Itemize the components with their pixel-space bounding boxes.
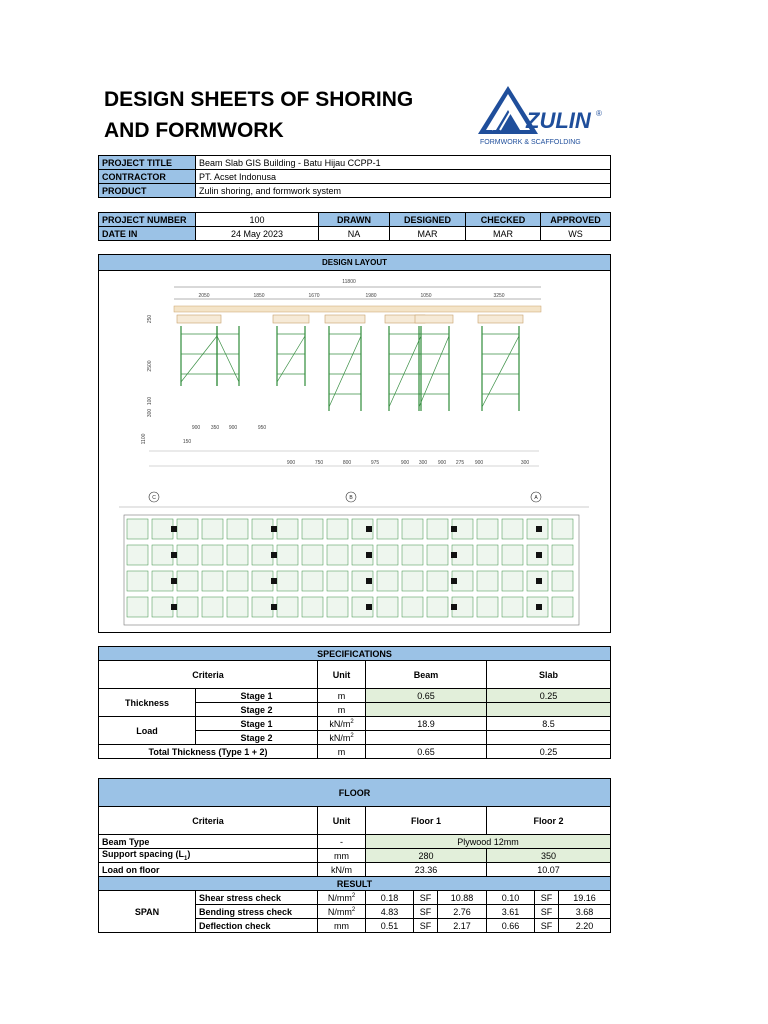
load-on-floor-unit: kN/m [318, 863, 366, 877]
beam-type-row [99, 835, 611, 849]
thickness-stage2-slab [487, 703, 611, 717]
project-title-row [99, 156, 611, 170]
plan-panel [227, 545, 248, 565]
plan-column [271, 552, 277, 558]
plan-panel [552, 519, 573, 539]
specs-slab-header: Slab [487, 661, 611, 689]
plan-panel [202, 597, 223, 617]
load-stage2-label: Stage 2 [196, 731, 318, 745]
plan-panel [552, 571, 573, 591]
plan-column [451, 578, 457, 584]
diagonal-brace [181, 336, 217, 382]
deflection-check-floor2-sf-label: SF [535, 919, 559, 933]
deflection-check-floor1-value: 0.51 [366, 919, 414, 933]
bottom-dimension-label: 275 [455, 460, 465, 466]
plan-panel [327, 597, 348, 617]
zulin-logo [478, 84, 614, 146]
specs-criteria-header: Criteria [99, 661, 318, 689]
bending-check-unit: $N/mm^2$ [318, 905, 366, 919]
bottom-dimension-label: 800 [342, 460, 352, 466]
logo-subtitle: FORMWORK & SCAFFOLDING [480, 139, 581, 146]
plan-column [366, 604, 372, 610]
project-title-value: Beam Slab GIS Building - Batu Hijau CCPP-1 [196, 156, 611, 170]
plan-panel [552, 597, 573, 617]
product-label: PRODUCT [99, 184, 196, 198]
deflection-check-unit: mm [318, 919, 366, 933]
title-line-2: AND FORMWORK [104, 119, 284, 142]
design-layout-panel [98, 254, 611, 633]
top-dimension-label: 1980 [365, 293, 377, 299]
plan-column [451, 526, 457, 532]
top-dimensions [198, 293, 504, 299]
left-dimension-label: 250 [147, 314, 153, 324]
bending-check-floor2-sf-label: SF [535, 905, 559, 919]
plan-panel [377, 597, 398, 617]
left-dimension-label: 2500 [147, 360, 153, 372]
project-meta-table [98, 212, 611, 241]
plan-column [366, 578, 372, 584]
plan-panel [327, 545, 348, 565]
plan-panel [127, 597, 148, 617]
drawn-value: NA [319, 227, 390, 241]
date-in-label: DATE IN [99, 227, 196, 241]
beam-type-unit: - [318, 835, 366, 849]
plan-panel [202, 545, 223, 565]
plan-panel [327, 571, 348, 591]
plan-panel [402, 519, 423, 539]
shear-check-floor2-value: 0.10 [487, 891, 535, 905]
plan-panel [502, 545, 523, 565]
checked-label: CHECKED [466, 213, 541, 227]
drawn-label: DRAWN [319, 213, 390, 227]
diagonal-brace [389, 336, 421, 407]
plan-column [271, 604, 277, 610]
plan-column [536, 552, 542, 558]
plan-panel [327, 519, 348, 539]
beam-header [273, 315, 309, 323]
support-spacing-floor2: 350 [487, 849, 611, 863]
total-thickness-slab: 0.25 [487, 745, 611, 759]
floor-2-header: Floor 2 [487, 807, 611, 835]
specs-column-header [99, 661, 611, 689]
load-on-floor-floor1: 23.36 [366, 863, 487, 877]
plan-panel [427, 597, 448, 617]
plan-panel [377, 519, 398, 539]
plan-panel [402, 571, 423, 591]
beam-header [177, 315, 221, 323]
load-on-floor-floor2: 10.07 [487, 863, 611, 877]
left-dimension-label: 100 [147, 396, 153, 406]
diagonal-brace [419, 336, 449, 407]
plan-panel [152, 571, 173, 591]
plan-panel [177, 545, 198, 565]
plan-panel [377, 571, 398, 591]
plan-panel [127, 545, 148, 565]
plan-panel [127, 519, 148, 539]
plan-view [119, 492, 589, 625]
load-stage2-unit: $kN/m^2$ [318, 731, 366, 745]
bending-check-floor2-sf: 3.68 [559, 905, 611, 919]
date-in-value: 24 May 2023 [196, 227, 319, 241]
floor-unit-header: Unit [318, 807, 366, 835]
plan-panel [502, 519, 523, 539]
plan-panel [427, 545, 448, 565]
plan-panel [202, 519, 223, 539]
plan-panel [252, 545, 273, 565]
shear-check-floor2-sf-label: SF [535, 891, 559, 905]
load-stage1-row [99, 717, 611, 731]
small-dimension-label: 900 [228, 425, 238, 431]
plan-panel [252, 519, 273, 539]
left-dimensions [141, 315, 153, 445]
design-layout-drawing [99, 271, 610, 633]
floor-heading: FLOOR [99, 779, 611, 807]
floor-column-header [99, 807, 611, 835]
specs-beam-header: Beam [366, 661, 487, 689]
thickness-label: Thickness [99, 689, 196, 717]
load-stage2-slab [487, 731, 611, 745]
plan-panel [152, 519, 173, 539]
plan-panel [302, 571, 323, 591]
diagonal-brace [482, 336, 519, 407]
document-title [104, 84, 413, 146]
floor-table [98, 778, 611, 933]
beam-header [478, 315, 523, 323]
beam-header [415, 315, 453, 323]
result-heading: RESULT [99, 877, 611, 891]
support-spacing-label: Support spacing $(L_1)$ [99, 849, 318, 863]
load-slab-value: 8.5 [487, 717, 611, 731]
plan-panel [502, 571, 523, 591]
small-dimension-label: 150 [182, 439, 192, 445]
deflection-check-label: Deflection check [196, 919, 318, 933]
shear-check-row [99, 891, 611, 905]
top-dimension-label: 3250 [493, 293, 505, 299]
beam-header [325, 315, 365, 323]
small-dimensions [183, 425, 267, 445]
total-dimension-text: 11800 [342, 279, 356, 285]
load-stage1-unit: $kN/m^2$ [318, 717, 366, 731]
beam-type-value: Plywood 12mm [366, 835, 611, 849]
load-on-floor-row [99, 863, 611, 877]
total-thickness-label: Total Thickness (Type 1 + 2) [99, 745, 318, 759]
bending-check-floor1-sf-label: SF [414, 905, 438, 919]
plan-column [171, 578, 177, 584]
shear-check-floor1-value: 0.18 [366, 891, 414, 905]
plan-panel [227, 519, 248, 539]
bending-check-label: Bending stress check [196, 905, 318, 919]
shear-check-floor1-sf: 10.88 [438, 891, 487, 905]
deflection-check-floor1-sf: 2.17 [438, 919, 487, 933]
plan-column [366, 552, 372, 558]
project-number-value: 100 [196, 213, 319, 227]
diagonal-brace [329, 336, 361, 407]
deflection-check-floor1-sf-label: SF [414, 919, 438, 933]
checked-value: MAR [466, 227, 541, 241]
plan-panel [127, 571, 148, 591]
slab-outline [174, 306, 541, 312]
small-dimension-label: 350 [210, 425, 220, 431]
plan-panel [152, 545, 173, 565]
plan-panel [477, 545, 498, 565]
project-info-table [98, 155, 611, 198]
plan-panel [252, 571, 273, 591]
logo-registered-mark: ® [596, 109, 602, 118]
contractor-value: PT. Acset Indonusa [196, 170, 611, 184]
plan-column [536, 578, 542, 584]
diagonal-brace [217, 336, 239, 382]
plan-panel [552, 545, 573, 565]
bottom-dimension-label: 900 [286, 460, 296, 466]
load-beam-value: 18.9 [366, 717, 487, 731]
grid-label: C [152, 495, 156, 501]
plan-panel [177, 571, 198, 591]
plan-panel [227, 571, 248, 591]
beam-type-label: Beam Type [99, 835, 318, 849]
shear-check-unit: $N/mm^2$ [318, 891, 366, 905]
bottom-dimension-label: 900 [437, 460, 447, 466]
plan-panel [502, 597, 523, 617]
thickness-stage2-label: Stage 2 [196, 703, 318, 717]
load-stage2-beam [366, 731, 487, 745]
meta-header-row [99, 213, 611, 227]
design-layout-heading: DESIGN LAYOUT [99, 255, 610, 271]
total-thickness-beam: 0.65 [366, 745, 487, 759]
plan-column [171, 552, 177, 558]
bottom-dimension-label: 900 [474, 460, 484, 466]
plan-panel [377, 545, 398, 565]
floor-criteria-header: Criteria [99, 807, 318, 835]
bending-check-floor1-value: 4.83 [366, 905, 414, 919]
bottom-dimension-label: 750 [314, 460, 324, 466]
thickness-stage1-label: Stage 1 [196, 689, 318, 703]
grid-label: B [349, 495, 353, 501]
project-title-label: PROJECT TITLE [99, 156, 196, 170]
plan-panel [302, 597, 323, 617]
floor-1-header: Floor 1 [366, 807, 487, 835]
grid-label: A [534, 495, 538, 501]
bottom-dimensions [287, 460, 530, 466]
approved-value: WS [541, 227, 611, 241]
load-label: Load [99, 717, 196, 745]
load-on-floor-label: Load on floor [99, 863, 318, 877]
deflection-check-floor2-sf: 2.20 [559, 919, 611, 933]
plan-column [536, 604, 542, 610]
thickness-stage2-beam [366, 703, 487, 717]
shear-check-label: Shear stress check [196, 891, 318, 905]
shoring-towers [177, 315, 523, 411]
bottom-dimension-label: 300 [418, 460, 428, 466]
left-dimension-label: 1100 [141, 433, 147, 445]
plan-column [366, 526, 372, 532]
contractor-label: CONTRACTOR [99, 170, 196, 184]
shear-check-floor1-sf-label: SF [414, 891, 438, 905]
plan-column [451, 552, 457, 558]
product-row [99, 184, 611, 198]
plan-panel [152, 597, 173, 617]
plan-panel [477, 519, 498, 539]
support-spacing-floor1: 280 [366, 849, 487, 863]
plan-panel [252, 597, 273, 617]
span-label: SPAN [99, 891, 196, 933]
bottom-dimension-label: 900 [400, 460, 410, 466]
plan-panel [402, 597, 423, 617]
load-stage1-label: Stage 1 [196, 717, 318, 731]
plan-column [451, 604, 457, 610]
top-dimension-label: 2050 [198, 293, 210, 299]
thickness-stage2-unit: m [318, 703, 366, 717]
plan-column [271, 526, 277, 532]
plan-column [171, 604, 177, 610]
specifications-heading: SPECIFICATIONS [99, 647, 611, 661]
plan-panel [302, 519, 323, 539]
bottom-dimension-label: 300 [520, 460, 530, 466]
diagonal-brace [277, 336, 305, 382]
plan-column [271, 578, 277, 584]
approved-label: APPROVED [541, 213, 611, 227]
plan-panel [202, 571, 223, 591]
bottom-dimension-label: 975 [370, 460, 380, 466]
thickness-beam-value: 0.65 [366, 689, 487, 703]
plan-panel [227, 597, 248, 617]
plan-column [536, 526, 542, 532]
specifications-table [98, 646, 611, 759]
bending-check-floor1-sf: 2.76 [438, 905, 487, 919]
plan-panel [427, 571, 448, 591]
thickness-stage1-row [99, 689, 611, 703]
plan-panel [402, 545, 423, 565]
deflection-check-floor2-value: 0.66 [487, 919, 535, 933]
total-thickness-row [99, 745, 611, 759]
designed-label: DESIGNED [390, 213, 466, 227]
shear-check-floor2-sf: 19.16 [559, 891, 611, 905]
plan-panel [277, 545, 298, 565]
specs-unit-header: Unit [318, 661, 366, 689]
top-dimension-label: 1850 [253, 293, 265, 299]
bending-check-floor2-value: 3.61 [487, 905, 535, 919]
plan-column [171, 526, 177, 532]
plan-panel [302, 545, 323, 565]
plan-panel [177, 597, 198, 617]
support-spacing-row [99, 849, 611, 863]
plan-panel [177, 519, 198, 539]
designed-value: MAR [390, 227, 466, 241]
plan-panel [277, 571, 298, 591]
thickness-stage1-unit: m [318, 689, 366, 703]
small-dimension-label: 900 [191, 425, 201, 431]
top-dimension-label: 1670 [308, 293, 320, 299]
plan-panel [277, 597, 298, 617]
total-thickness-unit: m [318, 745, 366, 759]
top-dimension-label: 1050 [420, 293, 432, 299]
plan-panel [277, 519, 298, 539]
small-dimension-label: 950 [257, 425, 267, 431]
meta-value-row [99, 227, 611, 241]
plan-panel [477, 571, 498, 591]
thickness-slab-value: 0.25 [487, 689, 611, 703]
product-value: Zulin shoring, and formwork system [196, 184, 611, 198]
project-number-label: PROJECT NUMBER [99, 213, 196, 227]
left-dimension-label: 300 [147, 408, 153, 418]
contractor-row [99, 170, 611, 184]
plan-panel [477, 597, 498, 617]
title-line-1: DESIGN SHEETS OF SHORING [104, 88, 414, 111]
support-spacing-unit: mm [318, 849, 366, 863]
plan-panel [427, 519, 448, 539]
logo-text: ZULIN [526, 108, 591, 133]
